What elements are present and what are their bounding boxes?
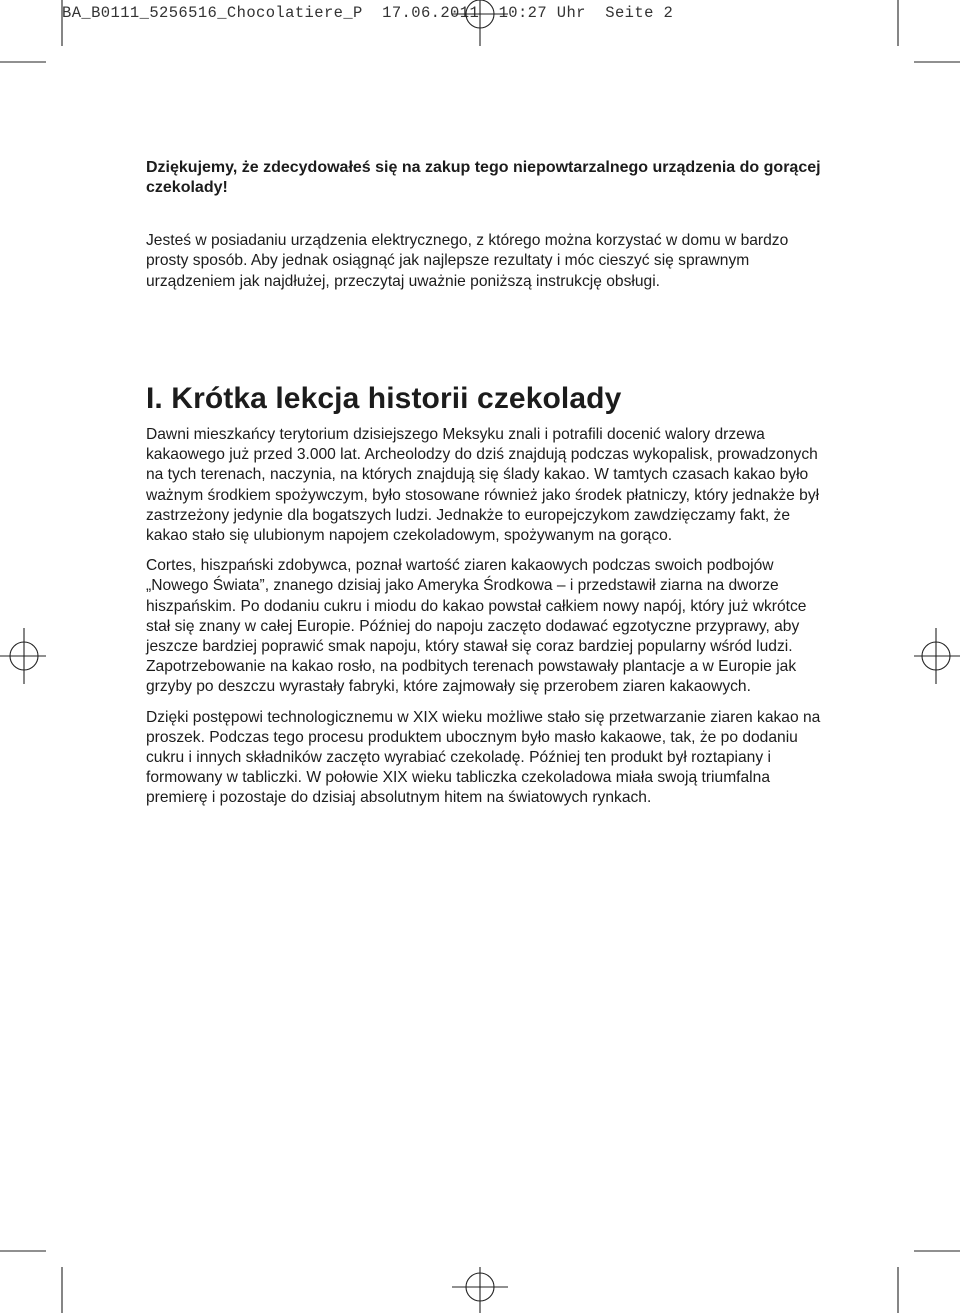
registration-mark-left — [0, 628, 46, 684]
history-paragraph: Dzięki postępowi technologicznemu w XIX wieku możliwe stało się przetwarzanie ziaren kakao na proszek. Podczas tego procesu produktem ubocznym było masło kakaowe, tak, że po dodaniu cukru i innych składników zaczęto wyrabiać czekoladę. Później ten produkt był roztapiany i formowany w tabliczki. W połowie XIX wieku tabliczka czekoladowa miała swoją triumfalna premierę i pozostaje do dzisiaj absolutnym hitem na światowych rynkach. — [146, 708, 821, 807]
registration-mark-bottom — [452, 1267, 508, 1313]
history-text — [146, 425, 826, 819]
registration-mark-top — [452, 0, 508, 46]
section-heading: I. Krótka lekcja historii czekolady — [146, 382, 622, 415]
history-paragraph: Cortes, hiszpański zdobywca, poznał wartość ziaren kakaowych podczas swoich podbojów „Nowego Świata”, znanego dzisiaj jako Ameryka Środkowa – i przedstawił ziarna na dworze hiszpańskim. Po dodaniu cukru i miodu do kakao powstał całkiem nowy napój, który już wkrótce stał się znany w całej Europie. Później do napoju zaczęto dodawać egzotyczne przyprawy, aby jeszcze bardziej poprawić smak napoju, który stawał się coraz bardziej popularny wśród ludzi. Zapotrzebowanie na kakao rosło, na podbitych terenach powstawały plantacje a w Europie jak grzyby po deszczu wyrastały fabryki, które zajmowały się przerobem ziaren kakaowych. — [146, 557, 807, 696]
history-paragraph: Dawni mieszkańcy terytorium dzisiejszego Meksyku znali i potrafili docenić walory drzewa kakaowego już przed 3.000 lat. Archeolodzy do dziś znajdują podczas wykopalisk, prowadzonych na tych terenach, naczynia, na których znajdują się ślady kakao. W tamtych czasach kakao było ważnym środkiem spożywczym, było stosowane również jako środek płatniczy, który jednakże był zastrzeżony jedynie dla bogatszych ludzi. Jednakże to europejczykom zawdzięczamy fakt, że kakao stało się ulubionym napojem czekoladowym, spożywanym na gorąco. — [146, 426, 820, 545]
thank-you-text: Dziękujemy, że zdecydowałeś się na zakup tego niepowtarzalnego urządzenia do gorącej czekolady! — [146, 159, 821, 196]
intro-paragraph: Jesteś w posiadaniu urządzenia elektrycznego, z którego można korzystać w domu w bardzo prosty sposób. Aby jednak osiągnąć jak najlepsze rezultaty i móc cieszyć się sprawnym urządzeniem jak najdłużej, przeczytaj uważnie poniższą instrukcję obsługi. — [146, 232, 789, 290]
print-slug: BA_B0111_5256516_Chocolatiere_P 17.06.2011 10:27 Uhr Seite 2 — [62, 4, 674, 22]
registration-mark-right — [914, 628, 960, 684]
